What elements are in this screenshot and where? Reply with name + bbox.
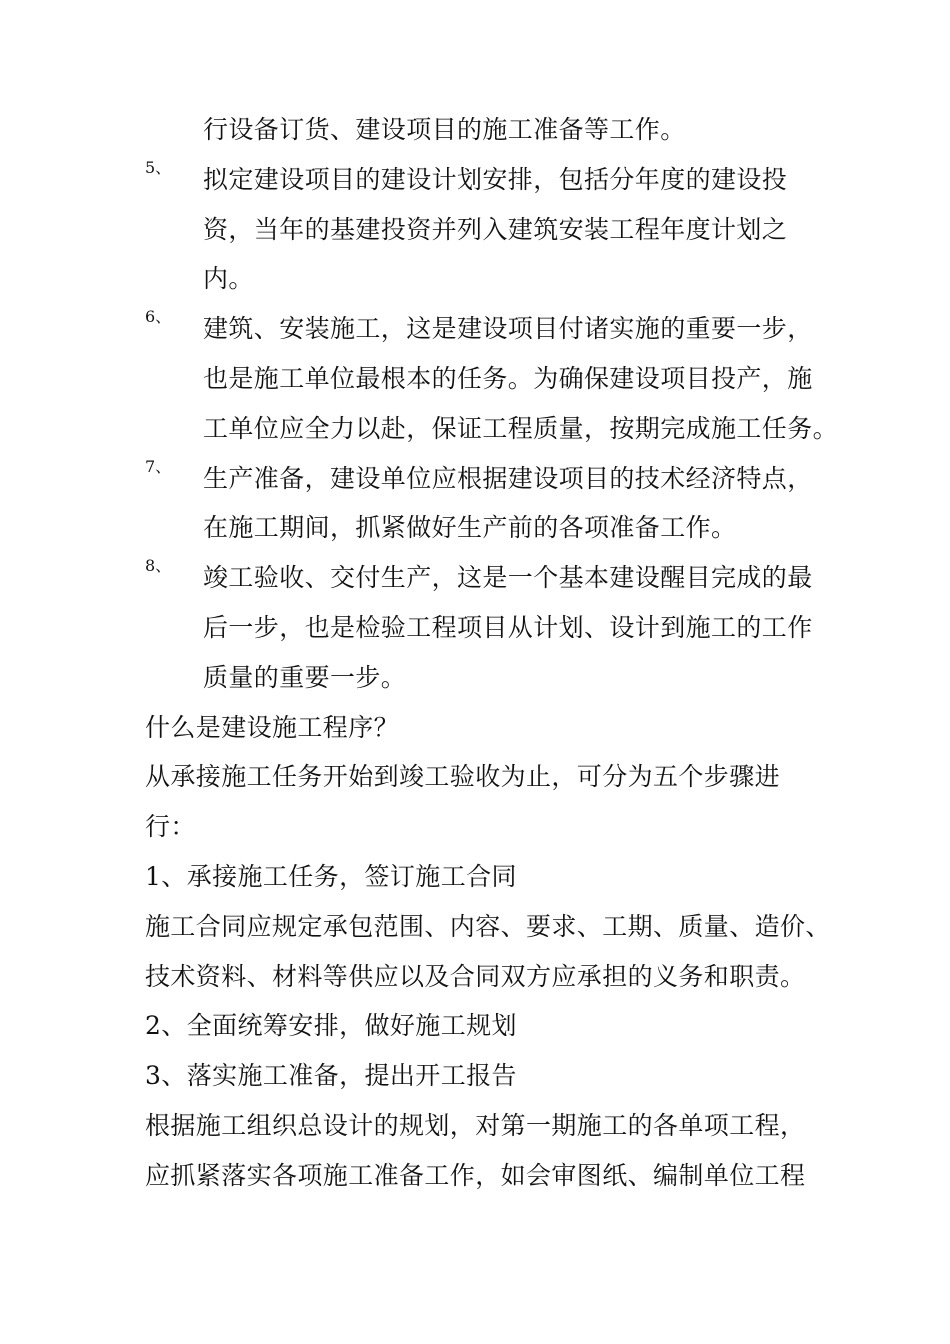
list-number: 5、 bbox=[145, 157, 172, 177]
list-number: 7、 bbox=[145, 456, 172, 476]
list-item-line: 工单位应全力以赴，保证工程质量，按期完成施工任务。 bbox=[203, 413, 839, 443]
list-item-line: 建筑、安装施工，这是建设项目付诸实施的重要一步， bbox=[203, 314, 813, 344]
step-2-title: 2、全面统筹安排，做好施工规划 bbox=[145, 1011, 517, 1041]
list-number: 8、 bbox=[145, 556, 172, 576]
document-body bbox=[145, 105, 839, 1201]
list-item-line: 拟定建设项目的建设计划安排，包括分年度的建设投 bbox=[203, 164, 788, 194]
list-item-line: 质量的重要一步。 bbox=[203, 662, 407, 692]
list-item-line: 也是施工单位最根本的任务。为确保建设项目投产，施 bbox=[203, 363, 813, 393]
step-3-body-line: 根据施工组织总设计的规划，对第一期施工的各单项工程， bbox=[145, 1110, 806, 1140]
step-1-body-line: 施工合同应规定承包范围、内容、要求、工期、质量、造价、 bbox=[145, 911, 831, 941]
step-1-title: 1、承接施工任务，签订施工合同 bbox=[145, 861, 517, 891]
intro-line: 从承接施工任务开始到竣工验收为止，可分为五个步骤进 bbox=[145, 762, 781, 792]
step-3-title: 3、落实施工准备，提出开工报告 bbox=[145, 1061, 517, 1091]
list-item-line: 生产准备，建设单位应根据建设项目的技术经济特点， bbox=[203, 463, 813, 493]
list-item-line: 竣工验收、交付生产，这是一个基本建设醒目完成的最 bbox=[203, 563, 813, 593]
list-item-line: 内。 bbox=[203, 264, 254, 294]
list-item-line: 后一步，也是检验工程项目从计划、设计到施工的工作 bbox=[203, 612, 813, 642]
list-item-8 bbox=[145, 553, 815, 702]
list-item-line: 资，当年的基建投资并列入建筑安装工程年度计划之 bbox=[203, 214, 788, 244]
list-item-6 bbox=[145, 304, 839, 453]
list-item-5 bbox=[145, 155, 815, 304]
section-question: 什么是建设施工程序？ bbox=[145, 712, 400, 742]
list-number: 6、 bbox=[145, 307, 172, 327]
intro-line: 行： bbox=[145, 812, 196, 842]
list-item-line: 在施工期间，抓紧做好生产前的各项准备工作。 bbox=[203, 513, 737, 543]
list-item-7 bbox=[145, 454, 815, 554]
continuation-line: 行设备订货、建设项目的施工准备等工作。 bbox=[203, 115, 686, 144]
step-1-body-line: 技术资料、材料等供应以及合同双方应承担的义务和职责。 bbox=[145, 961, 806, 991]
step-3-body-line: 应抓紧落实各项施工准备工作，如会审图纸、编制单位工程 bbox=[145, 1160, 806, 1190]
